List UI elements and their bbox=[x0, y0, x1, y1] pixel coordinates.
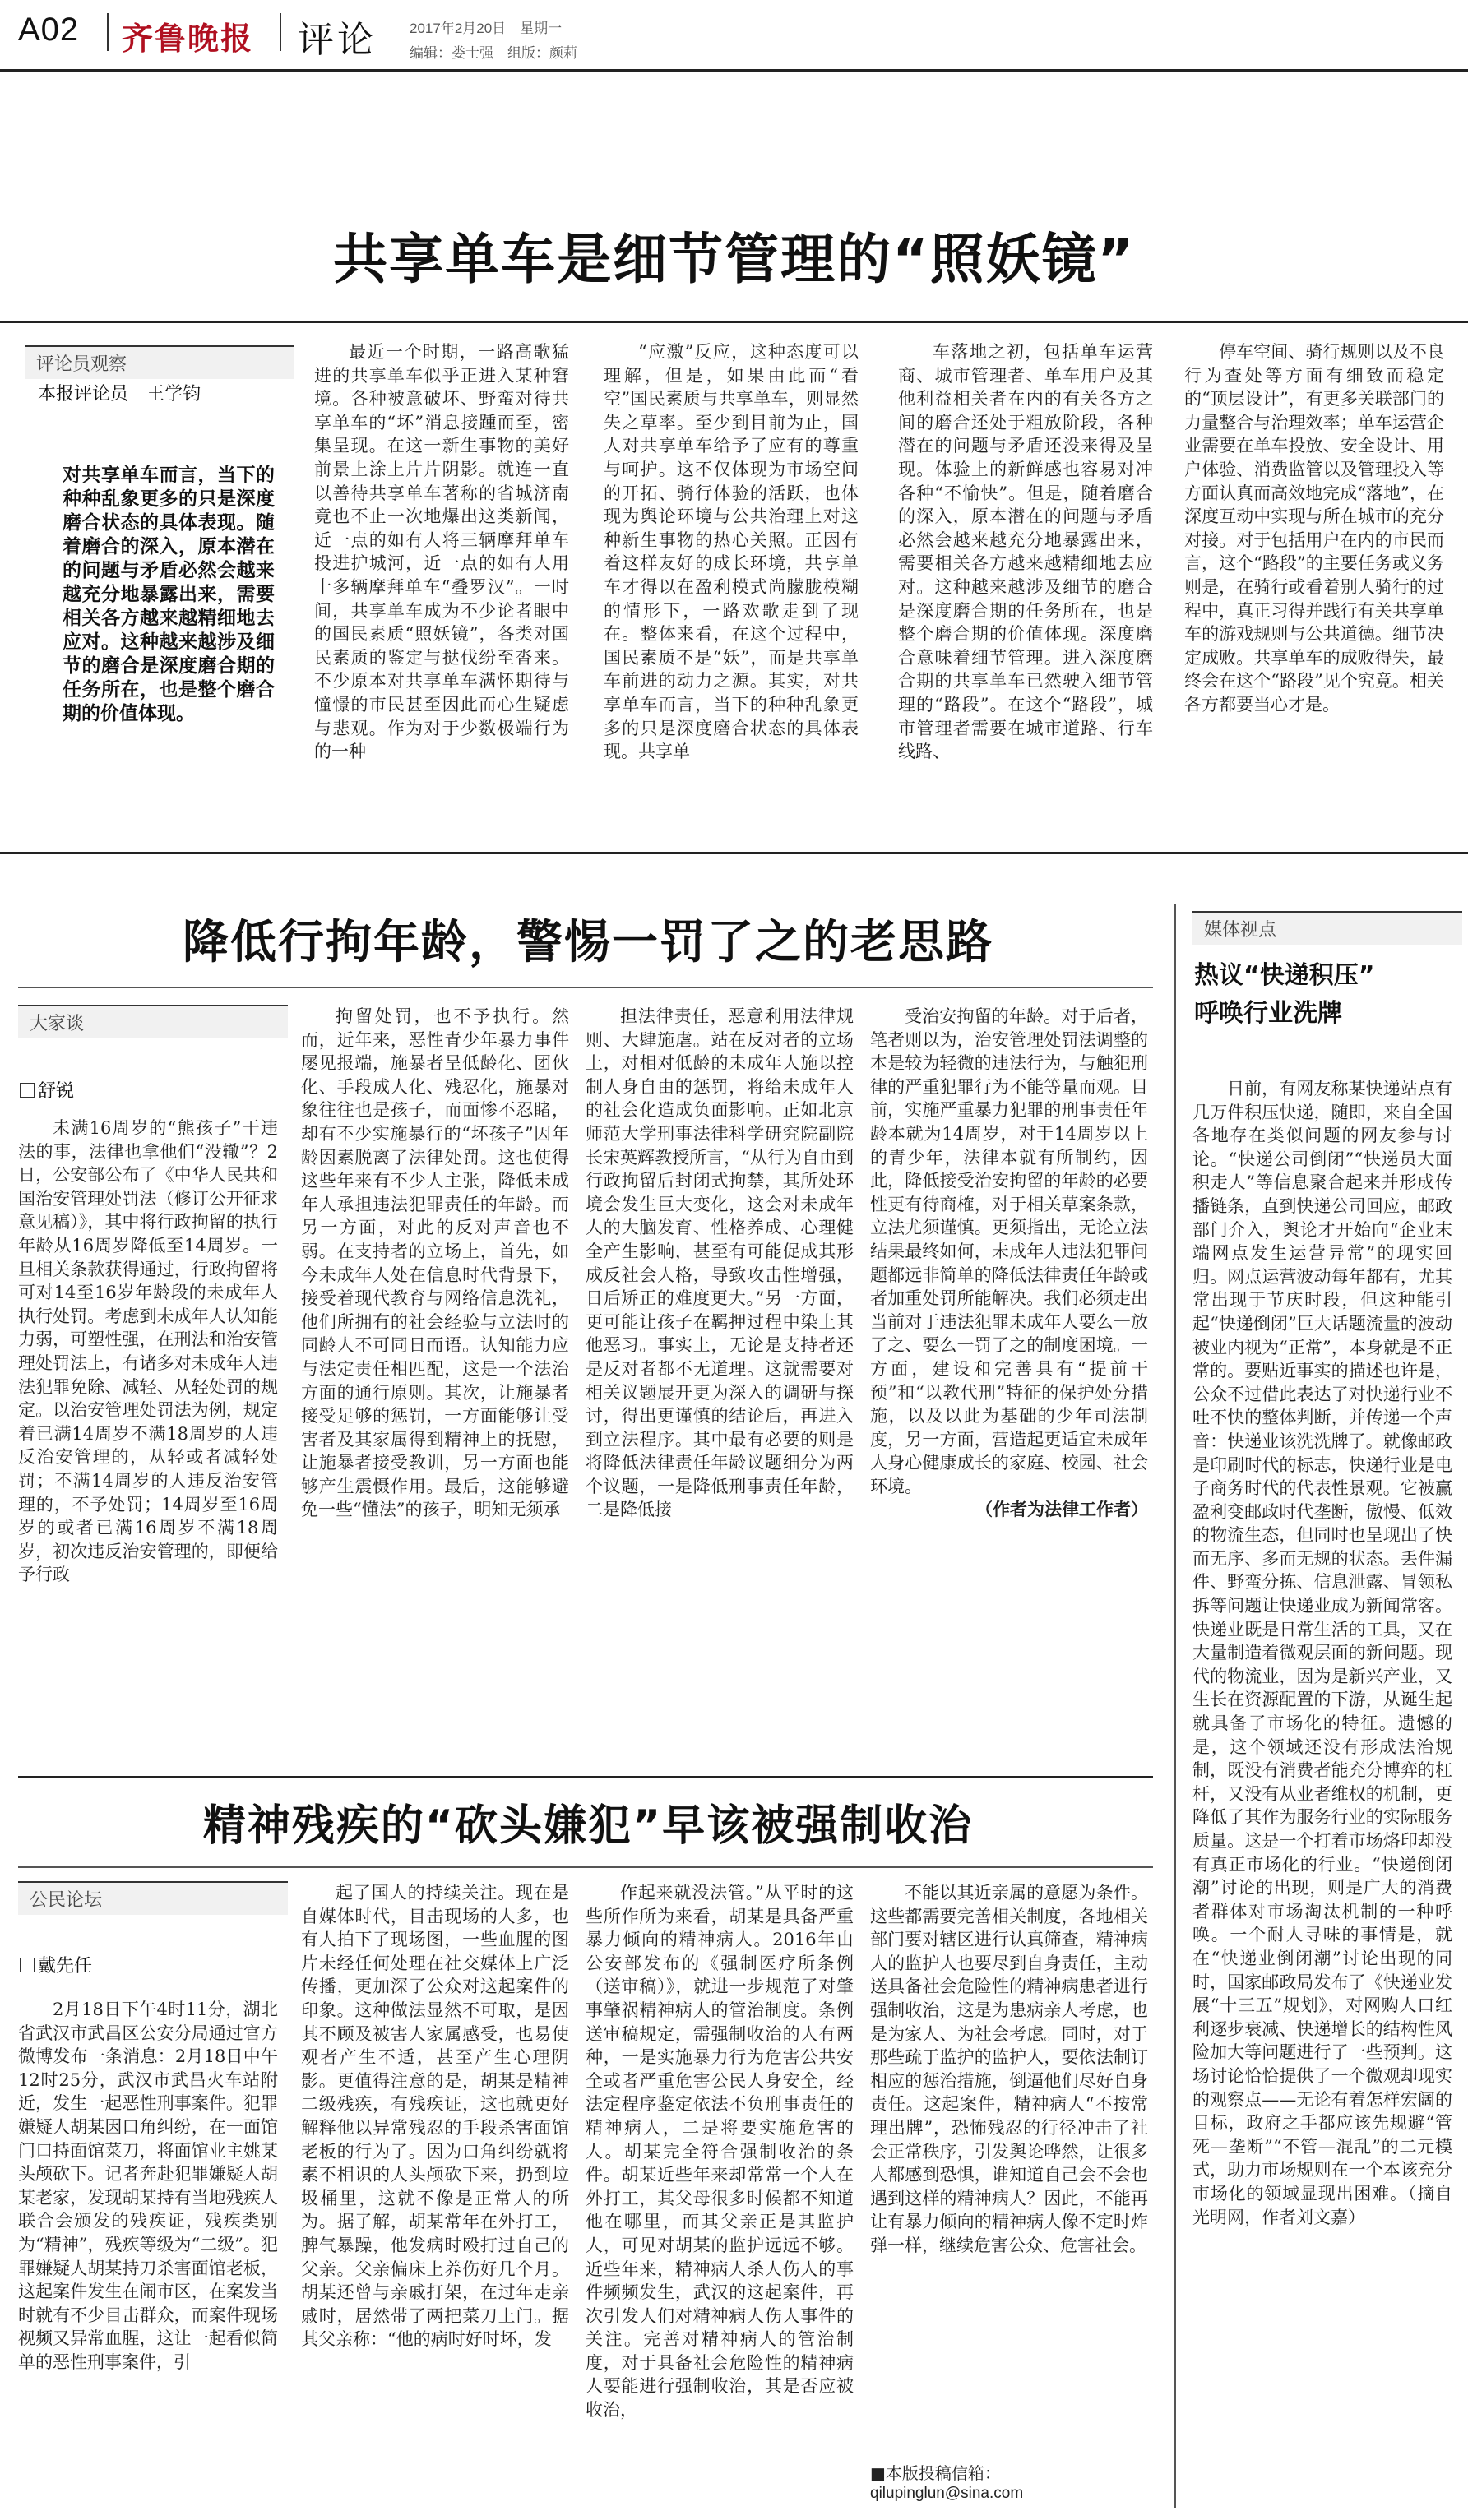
article2-column-tag: 大家谈 bbox=[18, 1005, 288, 1038]
article1-col-4 bbox=[1184, 340, 1444, 817]
article1-byline: 本报评论员 王学钧 bbox=[38, 384, 201, 405]
page-number: A02 bbox=[18, 12, 80, 48]
article1-headline: 共享单车是细节管理的“照妖镜” bbox=[333, 228, 1135, 291]
article2-signature: （作者为法律工作者） bbox=[975, 1500, 1148, 1520]
article1-col-4-text: 停车空间、骑行规则以及不良行为查处等方面有细致而稳定的“顶层设计”，有更多关联部门的力量整合与治理效率；单车运营企业需要在单车投放、安全设计、用户体验、消费监管以及管理投入等方面认真而高效地完成“落地”，在深度互动中实现与所在城市的充分对接。对于包括用户在内的市民而言，这个“路段”的主要任务或义务则是，在骑行或看着别人骑行的过程中，真正习得并践行有关共享单车的游戏规则与公共道德。细节决定成败。共享单车的成败得失，最终会在这个“路段”见个究竟。相关各方都要当心才是。 bbox=[1184, 342, 1444, 714]
sidebar-title-line2: 呼唤行业洗牌 bbox=[1194, 999, 1342, 1028]
submission-label: ■本版投稿信箱： bbox=[870, 2463, 1001, 2483]
author-marker-icon bbox=[20, 1083, 35, 1098]
article3-col-4-text: 不能以其近亲属的意愿为条件。这些都需要完善相关制度，各地相关部门要对辖区进行认真筛查，精神病人的监护人也要尽到自身责任，主动送具备社会危险性的精神病患者进行强制收治，这是为患病亲人考虑，也是为家人、为社会考虑。同时，对于那些疏于监护的监护人，要依法制订相应的惩治措施，倒逼他们尽好自身责任。这起案件，精神病人“不按常理出牌”，恐怖残忍的行径冲击了社会正常秩序，引发舆论哗然，让很多人都感到恐惧，谁知道自己会不会也遇到这样的精神病人？因此，不能再让有暴力倾向的精神病人像不定时炸弹一样，继续危害公众、危害社会。 bbox=[870, 1883, 1148, 2255]
article3-headline: 精神残疾的“砍头嫌犯”早该被强制收治 bbox=[202, 1801, 974, 1851]
masthead-rule bbox=[0, 69, 1468, 72]
article2-col-2 bbox=[301, 1005, 569, 1778]
submission-email: qilupinglun@sina.com bbox=[870, 2485, 1024, 2502]
sidebar-column-tag: 媒体视点 bbox=[1192, 911, 1462, 945]
article1-col-3 bbox=[898, 340, 1153, 817]
sidebar-title-line1: 热议“快递积压” bbox=[1194, 961, 1375, 990]
section-title: 评论 bbox=[298, 19, 377, 61]
article3-col-3 bbox=[586, 1881, 854, 2508]
article3-top-rule bbox=[18, 1776, 1153, 1778]
article1-col-2 bbox=[604, 340, 859, 817]
sidebar-title bbox=[1194, 957, 1374, 1033]
article3-col-2-text: 起了国人的持续关注。现在是自媒体时代，目击现场的人多，也有人拍下了现场图，一些血腥的图片未经任何处理在社交媒体上广泛传播，更加深了公众对这起案件的印象。这种做法显然不可取，是因其不顾及被害人家属感受，也易使观者产生不适，甚至产生心理阴影。更值得注意的是，胡某是精神二级残疾，有残疾证，这也就更好解释他以异常残忍的手段杀害面馆老板的行为了。因为口角纠纷就将素不相识的人头颅砍下来，扔到垃圾桶里，这就不像是正常人的所为。据了解，胡某常年在外打工，脾气暴躁，他发病时殴打过自己的父亲。父亲偏床上养伤好几个月。胡某还曾与亲戚打架，在过年走亲戚时，居然带了两把菜刀上门。据其父亲称：“他的病时好时坏，发 bbox=[301, 1883, 569, 2350]
paper-logo: 齐鲁晚报 bbox=[122, 20, 254, 57]
article3-column-tag: 公民论坛 bbox=[18, 1881, 288, 1915]
article2-headline: 降低行拘年龄，警惕一罚了之的老思路 bbox=[183, 916, 993, 969]
article2-col-1 bbox=[18, 1117, 278, 1778]
article2-col-1-text: 未满16周岁的“熊孩子”干违法的事，法律也拿他们“没辙”？2日，公安部公布了《中华人民共和国治安管理处罚法（修订公开征求意见稿）》，其中将行政拘留的执行年龄从16周岁降低至14周岁。一旦相关条款获得通过，行政拘留将可对14至16岁年龄段的未成年人执行处罚。考虑到未成年人认知能力弱，可塑性强，在刑法和治安管理处罚法上，有诸多对未成年人违法犯罪免除、减轻、从轻处罚的规定。以治安管理处罚法为例，规定着已满14周岁不满18周岁的人违反治安管理的，从轻或者减轻处罚；不满14周岁的人违反治安管理的，不予处罚；14周岁至16周岁的或者已满16周岁不满18周岁，初次违反治安管理的，即便给予行政 bbox=[18, 1118, 278, 1585]
article3-author bbox=[20, 1952, 92, 1977]
article2-col-3-text: 担法律责任，恶意利用法律规则、大肆施虐。站在反对者的立场上，对相对低龄的未成年人施以控制人身自由的惩罚，将给未成年人的社会化造成负面影响。正如北京师范大学刑事法律科学研究院副院长宋英辉教授所言，“从行为自由到行政拘留后封闭式拘禁，其所处环境会发生巨大变化，这会对未成年人的大脑发育、性格养成、心理健全产生影响，甚至有可能促成其形成反社会人格，导致攻击性增强，日后矫正的难度更大。”另一方面，更可能让孩子在羁押过程中染上其他恶习。事实上，无论是支持者还是反对者都不无道理。这就需要对相关议题展开更为深入的调研与探讨，得出更谨慎的结论后，再进入到立法程序。其中最有必要的则是将降低法律责任年龄议题细分为两个议题，一是降低刑事责任年龄，二是降低接 bbox=[586, 1006, 854, 1520]
article3-col-1-text: 2月18日下午4时11分，湖北省武汉市武昌区公安分局通过官方微博发布一条消息：2月18日中午12时25分，武汉市武昌火车站附近，发生一起恶性刑事案件。犯罪嫌疑人胡某因口角纠纷，在一面馆门口持面馆菜刀，将面馆业主姚某头颅砍下。记者奔赴犯罪嫌疑人胡某老家，发现胡某持有当地残疾人联合会颁发的残疾证，残疾类别为“精神”，残疾等级为“二级”。犯罪嫌疑人胡某持刀杀害面馆老板，这起案件发生在闹市区，在案发当时就有不少目击群众，而案件现场视频又异常血腥，这让一起看似简单的恶性刑事案件，引 bbox=[18, 2000, 278, 2372]
article2-author-name: 舒锐 bbox=[38, 1081, 75, 1102]
article1-top-rule bbox=[0, 321, 1468, 323]
article1-col-1 bbox=[314, 340, 569, 817]
date-line: 2017年2月20日 星期一 bbox=[410, 21, 563, 36]
article1-col-3-text: 车落地之初，包括单车运营商、城市管理者、单车用户及其他利益相关者在内的有关各方之间的磨合还处于粗放阶段，各种潜在的问题与矛盾还没来得及呈现。体验上的新鲜感也容易对冲各种“不愉快”。但是，随着磨合的深入，原本潜在的问题与矛盾必然会越来越充分地暴露出来，需要相关各方越来越精细地去应对。这种越来越涉及细节的磨合是深度磨合期的任务所在，也是整个磨合期的价值体现。深度磨合意味着细节管理。进入深度磨合期的共享单车已然驶入细节管理的“路段”。在这个“路段”，城市管理者需要在城市道路、行车线路、 bbox=[898, 342, 1153, 762]
article3-col-2 bbox=[301, 1881, 569, 2508]
article3-col-3-text: 作起来就没法管。”从平时的这些所作所为来看，胡某是具备严重暴力倾向的精神病人。2016年由公安部发布的《强制医疗所条例（送审稿）》，就进一步规范了对肇事肇祸精神病人的管治制度。条例送审稿规定，需强制收治的人有两种，一是实施暴力行为危害公共安全或者严重危害公民人身安全，经法定程序鉴定依法不负刑事责任的精神病人，二是将要实施危害的人。胡某完全符合强制收治的条件。胡某近些年来却常常一个人在外打工，其父母很多时候都不知道他在哪里，而其父亲正是其监护人，可见对胡某的监护远远不够。近些年来，精神病人杀人伤人的事件频频发生，武汉的这起案件，再次引发人们对精神病人伤人事件的关注。完善对精神病人的管治制度，对于具备社会危险性的精神病人要能进行强制收治，其是否应被收治， bbox=[586, 1883, 854, 2421]
masthead-divider bbox=[280, 13, 281, 51]
article3-col-1 bbox=[18, 1998, 278, 2508]
masthead-divider bbox=[107, 13, 109, 51]
article1-col-1-text: 最近一个时期，一路高歌猛进的共享单车似乎正进入某种窘境。各种被意破坏、野蛮对待共享单车的“坏”消息接踵而至，密集呈现。在这一新生事物的美好前景上涂上片片阴影。就连一直以善待共享单车著称的省城济南竟也不止一次地爆出这类新闻，近一点的如有人将三辆摩拜单车投进护城河，近一点的如有人用十多辆摩拜单车“叠罗汉”。一时间，共享单车成为不少论者眼中的国民素质“照妖镜”，各类对国民素质的鉴定与挞伐纷至沓来。不少原本对共享单车满怀期待与憧憬的市民甚至因此而心生疑虑与悲观。作为对于少数极端行为的一种 bbox=[314, 342, 569, 762]
article1-col-2-text: “应激”反应，这种态度可以理解，但是，如果由此而“看空”国民素质与共享单车，则显然失之草率。至少到目前为止，国人对共享单车给予了应有的尊重与呵护。这不仅体现为市场空间的开拓、骑行体验的活跃，也体现为舆论环境与公共治理上对这种新生事物的热心关照。正因有着这样友好的成长环境，共享单车才得以在盈利模式尚朦胧模糊的情形下，一路欢歌走到了现在。整体来看，在这个过程中，国民素质不是“妖”，而是共享单车前进的动力之源。其实，对共享单车而言，当下的种种乱象更多的只是深度磨合状态的具体表现。共享单 bbox=[604, 342, 859, 762]
article2-col-4-text: 受治安拘留的年龄。对于后者，笔者则以为，治安管理处罚法调整的本是较为轻微的违法行为，与触犯刑律的严重犯罪行为不能等量而观。目前，实施严重暴力犯罪的刑事责任年龄本就为14周岁，对于14周岁以上的青少年，法律本就有所制约，因此，降低接受治安拘留的年龄的必要性更有待商榷，对于相关草案条款，立法尤须谨慎。更须指出，无论立法结果最终如何，未成年人违法犯罪问题都远非简单的降低法律责任年龄或者加重处罚所能解决。我们必须走出当前对于违法犯罪未成年人要么一放了之、要么一罚了之的制度困境。一方面，建设和完善具有“提前干预”和“以教代刑”特征的保护处分措施，以及以此为基础的少年司法制度，另一方面，营造起更适宜未成年人身心健康成长的家庭、校园、社会环境。 bbox=[870, 1006, 1148, 1496]
article3-author-name: 戴先任 bbox=[38, 1956, 93, 1977]
article3-col-4 bbox=[870, 1881, 1148, 2452]
article2-rule bbox=[18, 987, 1153, 988]
sidebar-body bbox=[1192, 1077, 1452, 2508]
article1-column-tag: 评论员观察 bbox=[25, 345, 294, 379]
article3-rule bbox=[18, 1866, 1153, 1868]
editor-line: 编辑：娄士强 组版：颜莉 bbox=[410, 45, 577, 61]
author-marker-icon bbox=[20, 1958, 35, 1972]
article1-bottom-rule bbox=[0, 852, 1468, 854]
article2-col-4 bbox=[870, 1005, 1148, 1778]
article1-summary: 对共享单车而言，当下的种种乱象更多的只是深度磨合状态的具体表现。随着磨合的深入，原本潜在的问题与矛盾必然会越来越充分地暴露出来，需要相关各方越来越精细地去应对。这种越来越涉及细节的磨合是深度磨合期的任务所在，也是整个磨合期的价值体现。 bbox=[63, 465, 275, 724]
sidebar-body-text: 日前，有网友称某快递站点有几万件积压快递，随即，来自全国各地存在类似问题的网友参与讨论。“快递公司倒闭”“快递员大面积走人”等信息聚合起来并形成传播链条，直到快递公司回应，邮政部门介入，舆论才开始向“企业末端网点发生运营异常”的现实回归。网点运营波动每年都有，尤其常出现于节庆时段，但这种能引起“快递倒闭”巨大话题流量的波动被业内视为“正常”，本身就是不正常的。要贴近事实的描述也许是，公众不过借此表达了对快递行业不吐不快的整体判断，并传递一个声音：快递业该洗洗牌了。就像邮政是印刷时代的标志，快递行业是电子商务时代的代表性景观。它被赢盈利变邮政时代垄断，傲慢、低效的物流生态，但同时也呈现出了快而无序、多而无规的状态。丢件漏件、野蛮分拣、信息泄露、冒领私拆等问题让快递业成为新闻常客。快递业既是日常生活的工具，又在大量制造着微观层面的新问题。现代的物流业，因为是新兴产业，又生长在资源配置的下游，从诞生起就具备了市场化的特征。遗憾的是，这个领域还没有形成法治规制，既没有消费者能充分博弈的杠杆，又没有从业者维权的机制，更降低了其作为服务行业的实际服务质量。这是一个打着市场烙印却没有真正市场化的行业。“快递倒闭潮”讨论的出现，则是广大的消费者群体对市场淘汰机制的一种呼唤。一个耐人寻味的事情是，就在“快递业倒闭潮”讨论出现的同时，国家邮政局发布了《快递业发展“十三五”规划》，对网购人口红利逐步衰减、快递增长的结构性风险加大等问题进行了一些预判。这场讨论恰恰提供了一个微观却现实的观察点——无论有着怎样宏阔的目标，政府之手都应该先规避“管死—垄断”“不管—混乱”的二元模式，助力市场规则在一个本该充分市场化的领域显现出困难。（摘自光明网，作者刘文嘉） bbox=[1192, 1079, 1452, 2227]
article2-col-2-text: 拘留处罚，也不予执行。然而，近年来，恶性青少年暴力事件屡见报端，施暴者呈低龄化、团伙化、手段成人化、残忍化，施暴对象往往也是孩子，而面惨不忍睹，却有不少实施暴行的“坏孩子”因年龄因素脱离了法律处罚。这也使得这些年来有不少人主张，降低未成年人承担违法犯罪责任的年龄。而另一方面，对此的反对声音也不弱。在支持者的立场上，首先，如今未成年人处在信息时代背景下，接受着现代教育与网络信息洗礼，他们所拥有的社会经验与立法时的同龄人不可同日而语。认知能力应与法定责任相匹配，这是一个法治方面的通行原则。其次，让施暴者接受足够的惩罚，一方面能够让受害者及其家属得到精神上的抚慰，让施暴者接受教训，另一方面也能够产生震慑作用。最后，这能够避免一些“懂法”的孩子，明知无须承 bbox=[301, 1006, 569, 1520]
article2-col-3 bbox=[586, 1005, 854, 1778]
article2-author bbox=[20, 1077, 74, 1103]
sidebar-divider bbox=[1174, 904, 1176, 2508]
